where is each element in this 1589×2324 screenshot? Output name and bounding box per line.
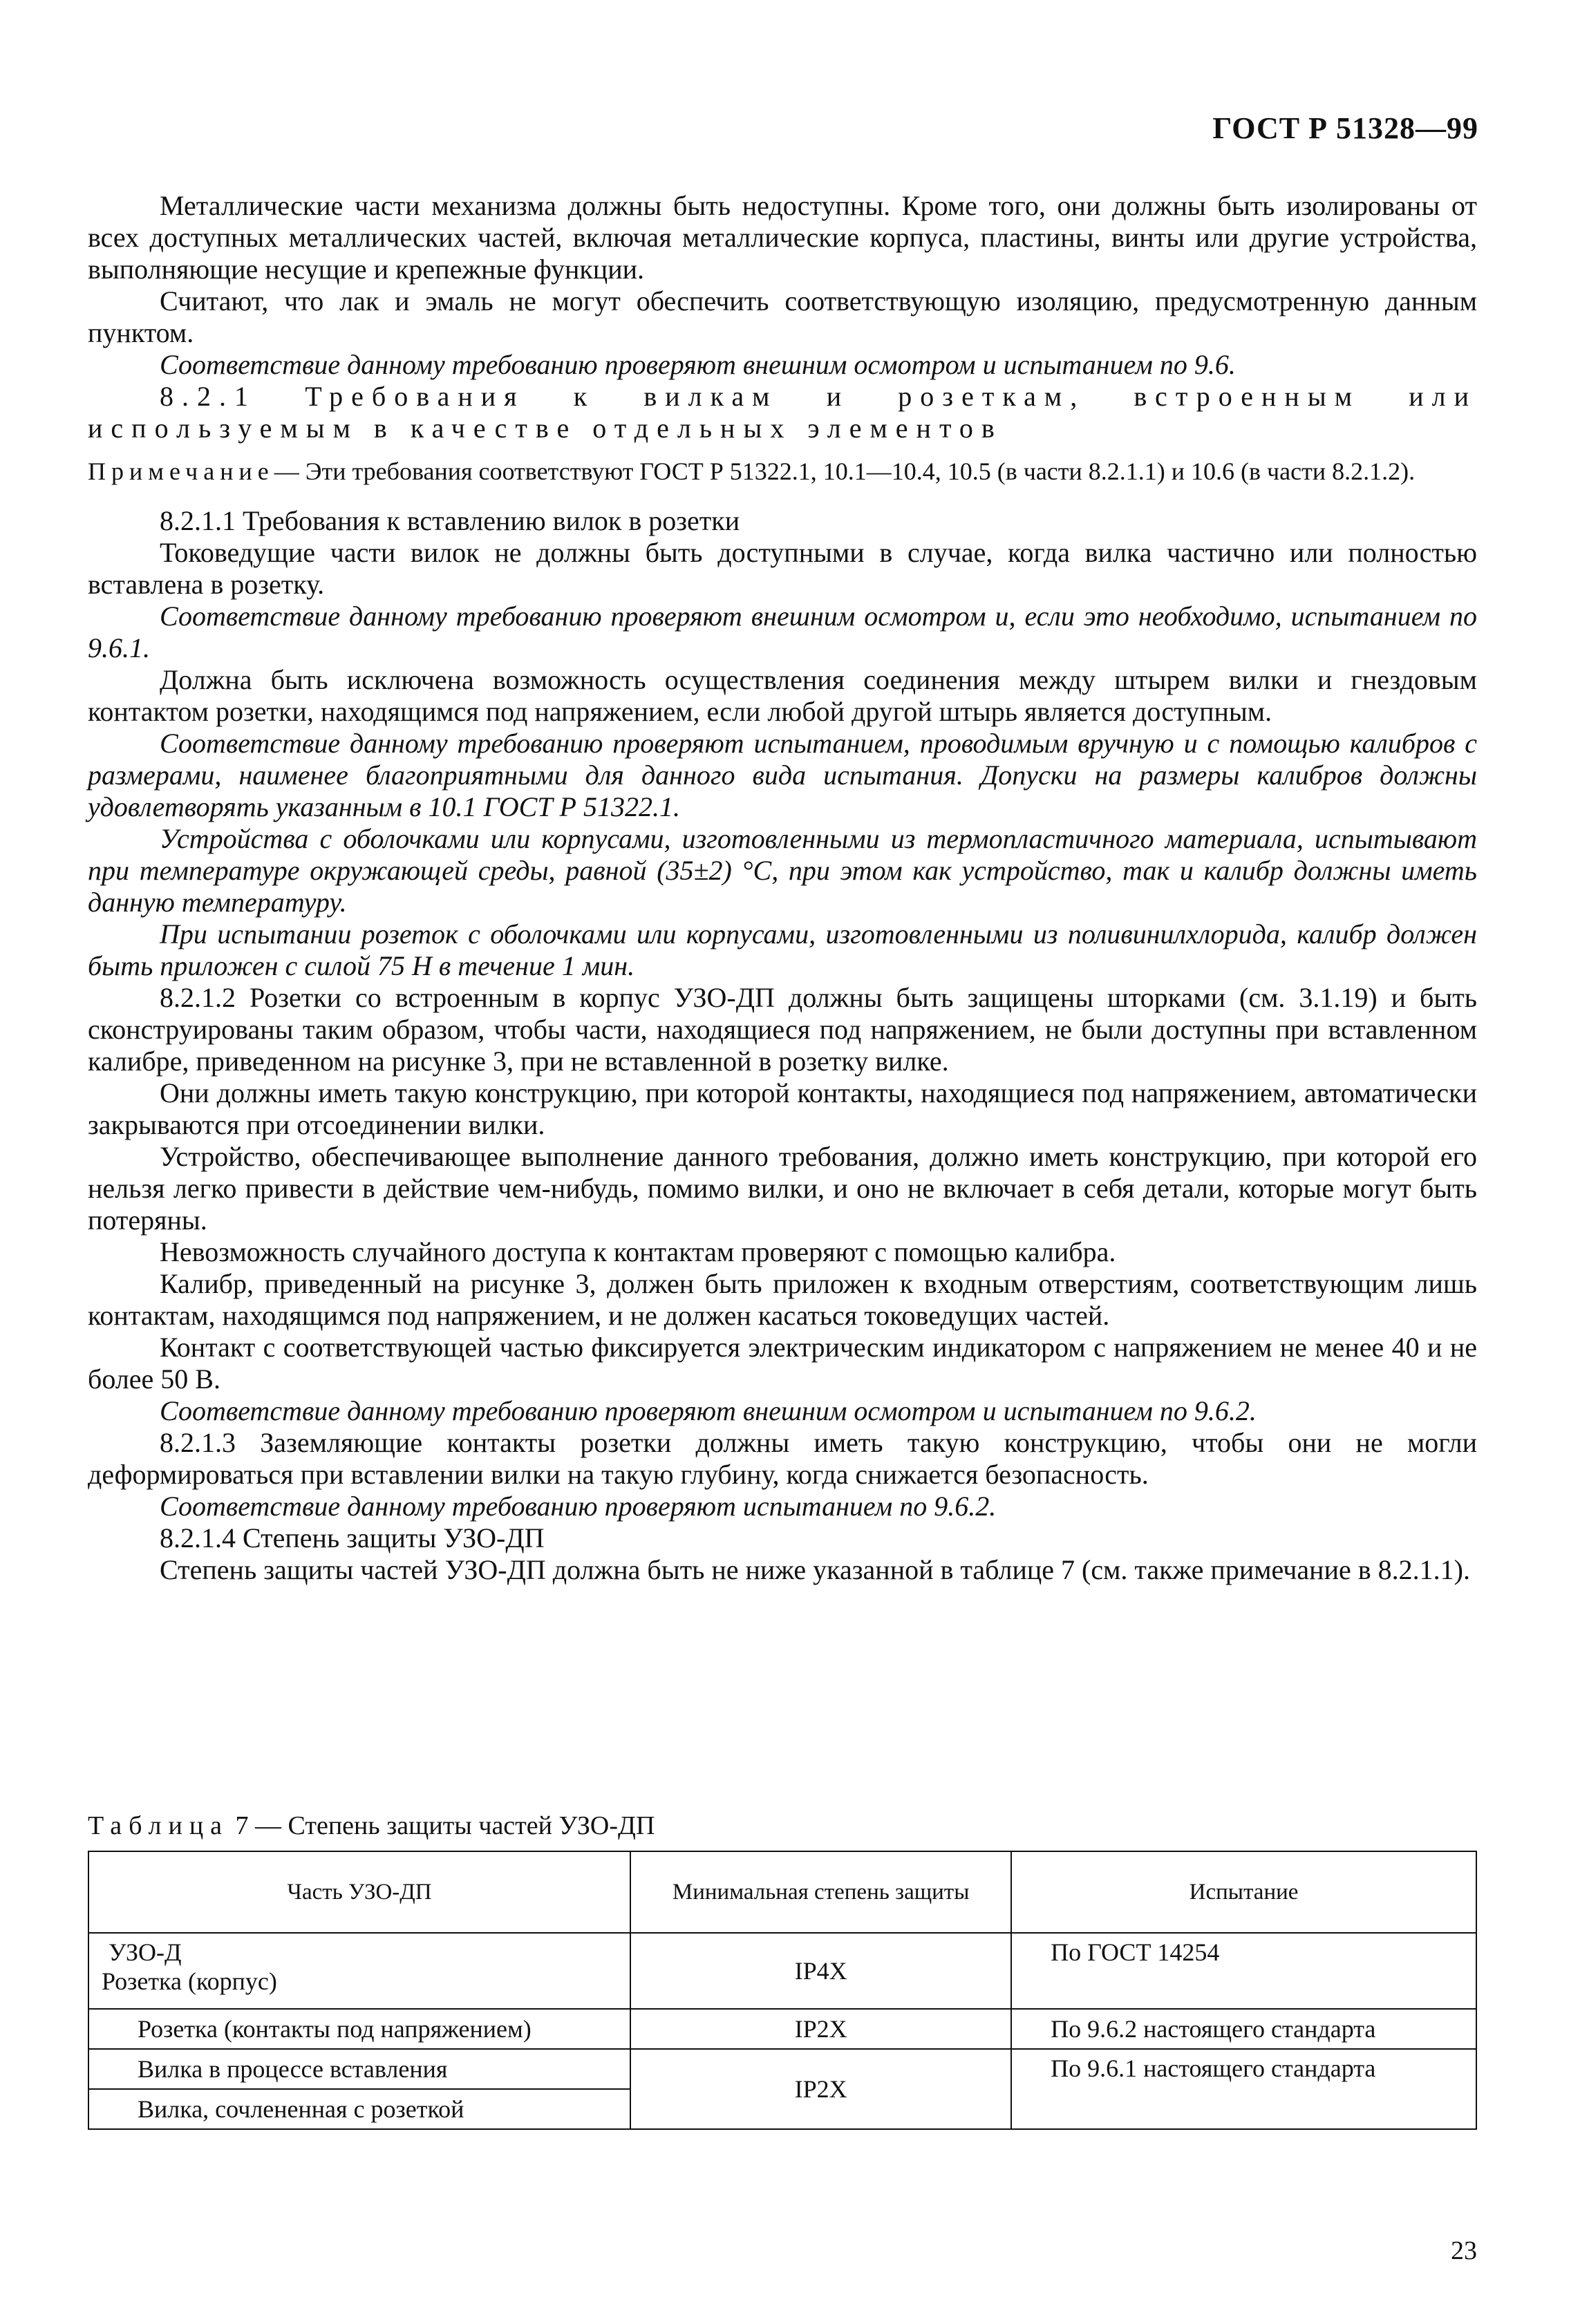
table-cell-part: Розетка (контакты под напряжением): [88, 2009, 630, 2049]
table-row: [88, 2049, 1476, 2089]
table-caption: [88, 1811, 655, 1841]
table-cell-test: По 9.6.2 настоящего стандарта: [1011, 2009, 1476, 2049]
section-heading-8-2-1-4: 8.2.1.4 Степень защиты УЗО-ДП: [160, 1522, 545, 1553]
part-line: Розетка (корпус): [102, 1967, 277, 1995]
paragraph-8-2-1-2: 8.2.1.2 Розетки со встроенным в корпус УЗО-ДП должны быть защищены шторками (см. 3.1.19) и быть сконструированы таким образом, чтобы части, находящиеся под напряжением, не были доступны при вставленном калибре, приведенном на рисунке 3, при не вставленной в розетку вилке.: [88, 982, 1477, 1077]
table-header-row: [88, 1851, 1476, 1933]
protection-degree-table: [88, 1851, 1477, 2130]
table-cell-test: По ГОСТ 14254: [1011, 1933, 1476, 2009]
note-label: Примечание: [88, 457, 274, 485]
italic-paragraph: Устройства с оболочками или корпусами, изготовленными из термопластичного материала, испытывают при температуре окружающей среды, равной (35±2) °С, при этом как устройство, так и калибр должны иметь данную температуру.: [88, 823, 1477, 918]
paragraph: Степень защиты частей УЗО-ДП должна быть не ниже указанной в таблице 7 (см. также примечание в 8.2.1.1).: [160, 1554, 1470, 1585]
paragraph: Калибр, приведенный на рисунке 3, должен быть приложен к входным отверстиям, соответствующим лишь контактам, находящимся под напряжением, и не должен касаться токоведущих частей.: [88, 1268, 1477, 1331]
compliance-paragraph: Соответствие данному требованию проверяют испытанием, проводимым вручную и с помощью калибров с размерами, наименее благоприятными для данного вида испытания. Допуски на размеры калибров должны удовлетворять указанным в 10.1 ГОСТ Р 51322.1.: [88, 728, 1477, 822]
table-caption-text: 7 — Степень защиты частей УЗО-ДП: [235, 1811, 655, 1840]
table-cell-degree: IP2X: [630, 2049, 1011, 2129]
paragraph: Считают, что лак и эмаль не могут обеспечить соответствующую изоляцию, предусмотренную данным пунктом.: [88, 285, 1477, 348]
table-cell-part: Вилка в процессе вставления: [88, 2049, 630, 2089]
paragraph: Устройство, обеспечивающее выполнение данного требования, должно иметь конструкцию, при которой его нельзя легко привести в действие чем-нибудь, помимо вилки, и оно не включает в себя детали, которые могут быть потеряны.: [88, 1141, 1477, 1236]
table-row: [88, 1933, 1476, 2009]
compliance-paragraph: Соответствие данному требованию проверяют внешним осмотром и, если это необходимо, испытанием по 9.6.1.: [88, 601, 1477, 663]
table-header-cell: Часть УЗО-ДП: [88, 1851, 630, 1933]
table-row: [88, 2009, 1476, 2049]
paragraph: Токоведущие части вилок не должны быть доступными в случае, когда вилка частично или полностью вставлена в розетку.: [88, 537, 1477, 600]
paragraph: Контакт с соответствующей частью фиксируется электрическим индикатором с напряжением не менее 40 и не более 50 В.: [88, 1332, 1477, 1395]
table-header-cell: Минимальная степень защиты: [630, 1851, 1011, 1933]
compliance-paragraph: Соответствие данному требованию проверяют внешним осмотром и испытанием по 9.6.2.: [160, 1395, 1257, 1426]
table-cell-test: По 9.6.1 настоящего стандарта: [1011, 2049, 1476, 2129]
note-text: — Эти требования соответствуют ГОСТ Р 51322.1, 10.1—10.4, 10.5 (в части 8.2.1.1) и 10.6 (в части 8.2.1.2).: [274, 457, 1416, 485]
section-heading-8-2-1-1: 8.2.1.1 Требования к вставлению вилок в розетки: [160, 505, 740, 536]
paragraph: Металлические части механизма должны быть недоступны. Кроме того, они должны быть изолированы от всех доступных металлических частей, включая металлические корпуса, пластины, винты или другие устройства, выполняющие несущие и крепежные функции.: [88, 190, 1477, 285]
table-header-cell: Испытание: [1011, 1851, 1476, 1933]
compliance-paragraph: Соответствие данному требованию проверяют внешним осмотром и испытанием по 9.6.: [160, 349, 1236, 380]
page-number: 23: [1451, 2236, 1477, 2265]
table-cell-part: Вилка, сочлененная с розеткой: [88, 2089, 630, 2129]
paragraph: Невозможность случайного доступа к контактам проверяют с помощью калибра.: [160, 1236, 1116, 1267]
document-code-header: ГОСТ Р 51328—99: [1212, 111, 1478, 145]
paragraph: Должна быть исключена возможность осуществления соединения между штырем вилки и гнездовым контактом розетки, находящимся под напряжением, если любой другой штырь является доступным.: [88, 664, 1477, 727]
paragraph: Они должны иметь такую конструкцию, при которой контакты, находящиеся под напряжением, автоматически закрываются при отсоединении вилки.: [88, 1077, 1477, 1140]
italic-paragraph: При испытании розеток с оболочками или корпусами, изготовленными из поливинилхлорида, калибр должен быть приложен с силой 75 Н в течение 1 мин.: [88, 918, 1477, 981]
paragraph-8-2-1-3: 8.2.1.3 Заземляющие контакты розетки должны иметь такую конструкцию, чтобы они не могли деформироваться при вставлении вилки на такую глубину, когда снижается безопасность.: [88, 1427, 1477, 1490]
table-cell-degree: IP4X: [630, 1933, 1011, 2009]
table-cell-part: [88, 1933, 630, 2009]
table-caption-label: Таблица: [88, 1811, 229, 1840]
body-text: [88, 190, 1477, 1586]
compliance-paragraph: Соответствие данному требованию проверяют испытанием по 9.6.2.: [160, 1491, 997, 1522]
section-heading-8-2-1: 8.2.1 Требования к вилкам и розеткам, встроенным или используемым в качестве отдельных элементов: [88, 381, 1477, 444]
note: [88, 457, 1477, 486]
table-cell-degree: IP2X: [630, 2009, 1011, 2049]
part-line: УЗО-Д: [109, 1938, 182, 1966]
